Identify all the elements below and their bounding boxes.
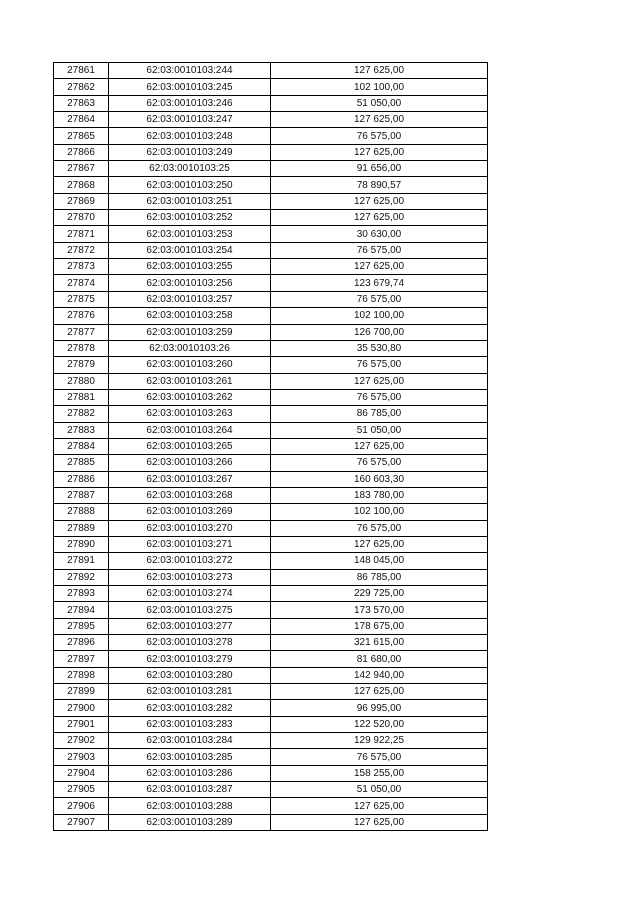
value-cell: 127 625,00 (271, 814, 488, 830)
table-row (54, 487, 488, 503)
row-number-cell: 27882 (54, 406, 109, 422)
cadastral-number-cell: 62:03:0010103:278 (109, 635, 271, 651)
value-cell: 76 575,00 (271, 455, 488, 471)
row-number-cell: 27878 (54, 340, 109, 356)
cadastral-number-cell: 62:03:0010103:266 (109, 455, 271, 471)
table-row (54, 422, 488, 438)
value-cell: 51 050,00 (271, 422, 488, 438)
value-cell: 51 050,00 (271, 95, 488, 111)
cadastral-number-cell: 62:03:0010103:257 (109, 291, 271, 307)
cadastral-number-cell: 62:03:0010103:244 (109, 63, 271, 79)
value-cell: 91 656,00 (271, 161, 488, 177)
row-number-cell: 27879 (54, 357, 109, 373)
value-cell: 78 890,57 (271, 177, 488, 193)
row-number-cell: 27894 (54, 602, 109, 618)
value-cell: 30 630,00 (271, 226, 488, 242)
row-number-cell: 27903 (54, 749, 109, 765)
value-cell: 102 100,00 (271, 79, 488, 95)
row-number-cell: 27874 (54, 275, 109, 291)
table-row (54, 700, 488, 716)
cadastral-number-cell: 62:03:0010103:249 (109, 144, 271, 160)
row-number-cell: 27907 (54, 814, 109, 830)
table-row (54, 210, 488, 226)
cadastral-number-cell: 62:03:0010103:272 (109, 553, 271, 569)
cadastral-number-cell: 62:03:0010103:269 (109, 504, 271, 520)
cadastral-number-cell: 62:03:0010103:282 (109, 700, 271, 716)
cadastral-number-cell: 62:03:0010103:252 (109, 210, 271, 226)
row-number-cell: 27875 (54, 291, 109, 307)
row-number-cell: 27905 (54, 782, 109, 798)
row-number-cell: 27877 (54, 324, 109, 340)
row-number-cell: 27862 (54, 79, 109, 95)
value-cell: 51 050,00 (271, 782, 488, 798)
table-row (54, 814, 488, 830)
value-cell: 173 570,00 (271, 602, 488, 618)
value-cell: 127 625,00 (271, 210, 488, 226)
value-cell: 178 675,00 (271, 618, 488, 634)
table-body (54, 63, 488, 831)
cadastral-number-cell: 62:03:0010103:263 (109, 406, 271, 422)
value-cell: 127 625,00 (271, 373, 488, 389)
table-row (54, 275, 488, 291)
cadastral-number-cell: 62:03:0010103:284 (109, 733, 271, 749)
row-number-cell: 27895 (54, 618, 109, 634)
table-row (54, 504, 488, 520)
table-row (54, 520, 488, 536)
value-cell: 127 625,00 (271, 193, 488, 209)
cadastral-number-cell: 62:03:0010103:255 (109, 259, 271, 275)
cadastral-number-cell: 62:03:0010103:288 (109, 798, 271, 814)
value-cell: 35 530,80 (271, 340, 488, 356)
value-cell: 142 940,00 (271, 667, 488, 683)
table-row (54, 242, 488, 258)
table-row (54, 324, 488, 340)
row-number-cell: 27890 (54, 536, 109, 552)
value-cell: 127 625,00 (271, 798, 488, 814)
row-number-cell: 27876 (54, 308, 109, 324)
row-number-cell: 27884 (54, 438, 109, 454)
cadastral-number-cell: 62:03:0010103:275 (109, 602, 271, 618)
row-number-cell: 27904 (54, 765, 109, 781)
row-number-cell: 27889 (54, 520, 109, 536)
cadastral-number-cell: 62:03:0010103:265 (109, 438, 271, 454)
row-number-cell: 27873 (54, 259, 109, 275)
row-number-cell: 27883 (54, 422, 109, 438)
cadastral-value-table (53, 62, 488, 831)
table-row (54, 291, 488, 307)
value-cell: 122 520,00 (271, 716, 488, 732)
cadastral-number-cell: 62:03:0010103:270 (109, 520, 271, 536)
cadastral-number-cell: 62:03:0010103:279 (109, 651, 271, 667)
value-cell: 81 680,00 (271, 651, 488, 667)
row-number-cell: 27900 (54, 700, 109, 716)
row-number-cell: 27898 (54, 667, 109, 683)
cadastral-number-cell: 62:03:0010103:246 (109, 95, 271, 111)
table-row (54, 357, 488, 373)
table-row (54, 716, 488, 732)
cadastral-number-cell: 62:03:0010103:287 (109, 782, 271, 798)
cadastral-number-cell: 62:03:0010103:289 (109, 814, 271, 830)
value-cell: 102 100,00 (271, 308, 488, 324)
row-number-cell: 27888 (54, 504, 109, 520)
value-cell: 127 625,00 (271, 536, 488, 552)
value-cell: 96 995,00 (271, 700, 488, 716)
table-row (54, 128, 488, 144)
value-cell: 86 785,00 (271, 406, 488, 422)
row-number-cell: 27871 (54, 226, 109, 242)
row-number-cell: 27880 (54, 373, 109, 389)
cadastral-number-cell: 62:03:0010103:26 (109, 340, 271, 356)
table-row (54, 193, 488, 209)
cadastral-number-cell: 62:03:0010103:256 (109, 275, 271, 291)
table-row (54, 79, 488, 95)
cadastral-number-cell: 62:03:0010103:245 (109, 79, 271, 95)
row-number-cell: 27872 (54, 242, 109, 258)
value-cell: 127 625,00 (271, 63, 488, 79)
row-number-cell: 27887 (54, 487, 109, 503)
row-number-cell: 27861 (54, 63, 109, 79)
table-row (54, 569, 488, 585)
cadastral-number-cell: 62:03:0010103:247 (109, 112, 271, 128)
table-row (54, 389, 488, 405)
row-number-cell: 27864 (54, 112, 109, 128)
row-number-cell: 27901 (54, 716, 109, 732)
value-cell: 86 785,00 (271, 569, 488, 585)
table-row (54, 112, 488, 128)
cadastral-number-cell: 62:03:0010103:262 (109, 389, 271, 405)
cadastral-number-cell: 62:03:0010103:281 (109, 684, 271, 700)
table-row (54, 651, 488, 667)
value-cell: 160 603,30 (271, 471, 488, 487)
row-number-cell: 27906 (54, 798, 109, 814)
cadastral-number-cell: 62:03:0010103:285 (109, 749, 271, 765)
row-number-cell: 27897 (54, 651, 109, 667)
table-row (54, 177, 488, 193)
cadastral-number-cell: 62:03:0010103:274 (109, 586, 271, 602)
table-row (54, 618, 488, 634)
row-number-cell: 27866 (54, 144, 109, 160)
cadastral-number-cell: 62:03:0010103:261 (109, 373, 271, 389)
row-number-cell: 27865 (54, 128, 109, 144)
table-row (54, 602, 488, 618)
value-cell: 148 045,00 (271, 553, 488, 569)
cadastral-number-cell: 62:03:0010103:258 (109, 308, 271, 324)
cadastral-number-cell: 62:03:0010103:267 (109, 471, 271, 487)
cadastral-number-cell: 62:03:0010103:250 (109, 177, 271, 193)
value-cell: 127 625,00 (271, 112, 488, 128)
cadastral-number-cell: 62:03:0010103:264 (109, 422, 271, 438)
table-row (54, 340, 488, 356)
row-number-cell: 27863 (54, 95, 109, 111)
table-row (54, 765, 488, 781)
cadastral-number-cell: 62:03:0010103:259 (109, 324, 271, 340)
table-row (54, 63, 488, 79)
row-number-cell: 27893 (54, 586, 109, 602)
table-row (54, 259, 488, 275)
cadastral-number-cell: 62:03:0010103:25 (109, 161, 271, 177)
row-number-cell: 27892 (54, 569, 109, 585)
value-cell: 229 725,00 (271, 586, 488, 602)
row-number-cell: 27870 (54, 210, 109, 226)
table-row (54, 684, 488, 700)
value-cell: 76 575,00 (271, 389, 488, 405)
cadastral-number-cell: 62:03:0010103:280 (109, 667, 271, 683)
row-number-cell: 27869 (54, 193, 109, 209)
cadastral-number-cell: 62:03:0010103:268 (109, 487, 271, 503)
table-row (54, 733, 488, 749)
value-cell: 321 615,00 (271, 635, 488, 651)
table-row (54, 455, 488, 471)
value-cell: 76 575,00 (271, 357, 488, 373)
table-row (54, 782, 488, 798)
value-cell: 127 625,00 (271, 144, 488, 160)
value-cell: 183 780,00 (271, 487, 488, 503)
table-row (54, 635, 488, 651)
cadastral-number-cell: 62:03:0010103:273 (109, 569, 271, 585)
table-row (54, 438, 488, 454)
row-number-cell: 27867 (54, 161, 109, 177)
value-cell: 123 679,74 (271, 275, 488, 291)
table-row (54, 471, 488, 487)
table-row (54, 586, 488, 602)
value-cell: 127 625,00 (271, 438, 488, 454)
cadastral-number-cell: 62:03:0010103:271 (109, 536, 271, 552)
cadastral-number-cell: 62:03:0010103:254 (109, 242, 271, 258)
value-cell: 126 700,00 (271, 324, 488, 340)
row-number-cell: 27891 (54, 553, 109, 569)
value-cell: 76 575,00 (271, 291, 488, 307)
table-row (54, 95, 488, 111)
row-number-cell: 27902 (54, 733, 109, 749)
cadastral-number-cell: 62:03:0010103:286 (109, 765, 271, 781)
row-number-cell: 27881 (54, 389, 109, 405)
table-row (54, 667, 488, 683)
row-number-cell: 27899 (54, 684, 109, 700)
cadastral-number-cell: 62:03:0010103:283 (109, 716, 271, 732)
table-row (54, 308, 488, 324)
table-row (54, 161, 488, 177)
row-number-cell: 27886 (54, 471, 109, 487)
row-number-cell: 27885 (54, 455, 109, 471)
table-row (54, 749, 488, 765)
table-row (54, 553, 488, 569)
value-cell: 129 922,25 (271, 733, 488, 749)
value-cell: 127 625,00 (271, 684, 488, 700)
cadastral-number-cell: 62:03:0010103:277 (109, 618, 271, 634)
value-cell: 127 625,00 (271, 259, 488, 275)
table-row (54, 144, 488, 160)
cadastral-number-cell: 62:03:0010103:248 (109, 128, 271, 144)
value-cell: 102 100,00 (271, 504, 488, 520)
row-number-cell: 27868 (54, 177, 109, 193)
table-row (54, 406, 488, 422)
value-cell: 76 575,00 (271, 749, 488, 765)
cadastral-number-cell: 62:03:0010103:253 (109, 226, 271, 242)
table-row (54, 226, 488, 242)
cadastral-number-cell: 62:03:0010103:260 (109, 357, 271, 373)
value-cell: 76 575,00 (271, 128, 488, 144)
cadastral-number-cell: 62:03:0010103:251 (109, 193, 271, 209)
table-row (54, 536, 488, 552)
table-row (54, 798, 488, 814)
value-cell: 76 575,00 (271, 242, 488, 258)
value-cell: 76 575,00 (271, 520, 488, 536)
value-cell: 158 255,00 (271, 765, 488, 781)
table-row (54, 373, 488, 389)
row-number-cell: 27896 (54, 635, 109, 651)
